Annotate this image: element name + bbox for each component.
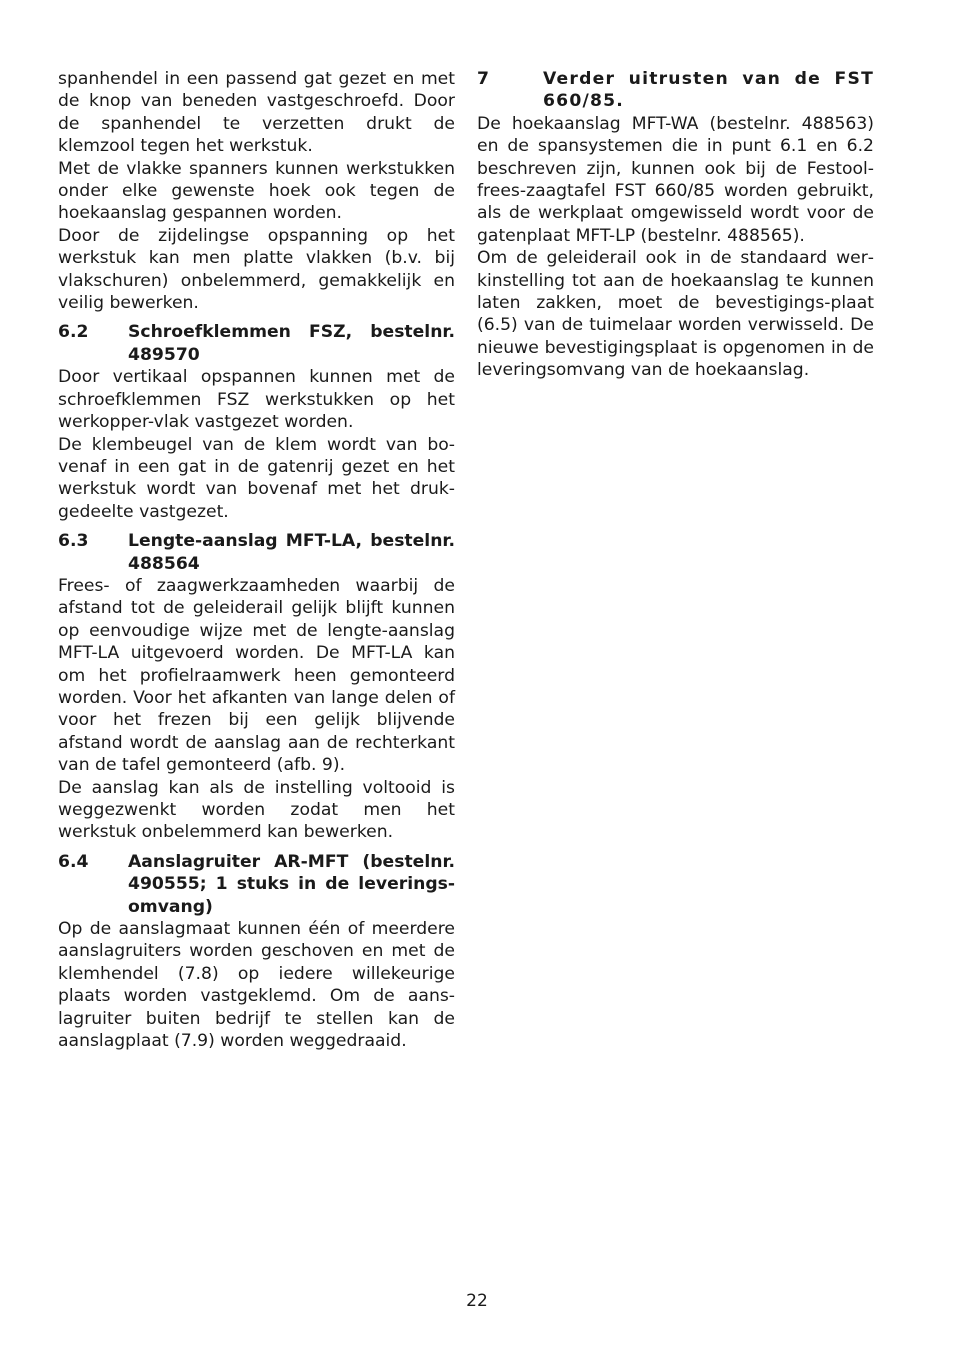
section-title: Verder uitrusten van de FST 660/85.	[543, 69, 874, 112]
section-title: Aanslagruiter AR-MFT (bestelnr. 490555; 1 stuks in de leveringsomvang)	[128, 851, 455, 917]
section-number: 6.2	[58, 322, 89, 343]
section-6-3-paragraph-1: Frees- of zaagwerkzaamheden waarbij de afstand tot de geleiderail gelijk blijft kunnen op eenvoudige wijze met de lengte-aanslag MFT-LA uitgevoerd worden. De MFT-LA kan om het profielraamwerk heen gemonteerd worden. Voor het afkanten van lange delen of voor het frezen bij een gelijk blijvende afstand wordt de aanslag aan de rechterkant van de tafel gemonteerd (afb. 9).	[58, 575, 455, 776]
section-6-4-paragraph-1: Op de aanslagmaat kunnen één of meerdere aanslagruiters worden geschoven en met de klemhendel (7.8) op iedere willekeurige plaats worden vastgeklemd. Om de aanslagruiter buiten bedrijf te stellen kan de aanslagplaat (7.9) worden weggedraaid.	[58, 919, 455, 1052]
intro-paragraph-1: spanhendel in een passend gat gezet en met de knop van beneden vastgeschroefd. Door de spanhendel te verzetten drukt de klemzool tegen het werkstuk.	[58, 69, 455, 157]
intro-paragraph-3: Door de zijdelingse opspanning op het werkstuk kan men platte vlakken (b.v. bij vlakschuren) onbelemmerd, gemakkelijk en veilig bewerken.	[58, 225, 455, 314]
section-heading-6-3	[58, 530, 455, 575]
section-number: 6.4	[58, 851, 89, 872]
intro-paragraph-2: Met de vlakke spanners kunnen werkstukken onder elke gewenste hoek ook tegen de hoekaanslag gespannen worden.	[58, 158, 455, 224]
section-6-3-paragraph-2: De aanslag kan als de instelling voltooid is weggezwenkt worden zodat men het werkstuk onbelemmerd kan bewerken.	[58, 777, 455, 843]
section-6-2-paragraph-1: Door vertikaal opspannen kunnen met de schroefklemmen FSZ werkstukken op het werkopper-vlak vastgezet worden.	[58, 367, 455, 433]
section-heading-6-2	[58, 321, 455, 366]
page-number: 22	[466, 1291, 488, 1311]
section-heading-7	[477, 68, 874, 113]
right-column	[477, 68, 874, 382]
section-7-paragraph-2: Om de geleiderail ook in de standaard werkinstelling tot aan de hoekaanslag te kunnen laten zakken, moet de bevestigings-plaat (6.5) van de tuimelaar worden verwisseld. De nieuwe bevestigingsplaat is opgenomen in de leveringsomvang van de hoekaanslag.	[477, 248, 874, 381]
section-7-paragraph-1: De hoekaanslag MFT-WA (bestelnr. 488563) en de spansystemen die in punt 6.1 en 6.2 beschreven zijn, kunnen ook bij de Festoolfrees-zaagtafel FST 660/85 worden gebruikt, als de werkplaat omgewisseld wordt voor de gatenplaat MFT-LP (bestelnr. 488565).	[477, 113, 874, 246]
section-6-2-paragraph-2: De klembeugel van de klem wordt van bovenaf in een gat in de gatenrij gezet en het werkstuk wordt van bovenaf met het drukgedeelte vastgezet.	[58, 434, 455, 522]
section-title: Lengte-aanslag MFT-LA, bestelnr. 488564	[128, 531, 455, 574]
section-heading-6-4	[58, 851, 455, 918]
left-column	[58, 68, 455, 1052]
section-number: 7	[477, 69, 489, 89]
section-number: 6.3	[58, 531, 89, 552]
section-title: Schroefklemmen FSZ, bestelnr. 489570	[128, 322, 455, 365]
